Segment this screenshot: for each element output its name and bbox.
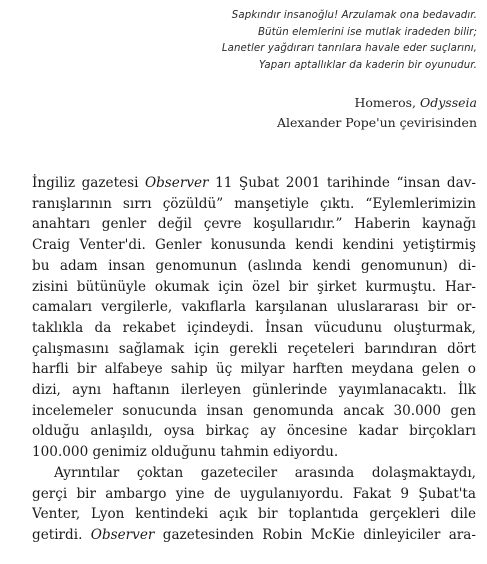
body-line: Ayrıntılar çoktan gazeteciler arasında dolaşmaktaydı,: [54, 464, 476, 481]
body-line: gerçi bir ambargo yine de uygulanıyordu. Fakat 9 Şubat'ta: [32, 485, 476, 502]
body-line: Craig Venter'di. Genler konusunda kendi kendini yetiştirmiş: [32, 237, 476, 254]
body-line: harfli bir alfabeye sahip üç milyar harften meydana gelen o: [32, 361, 476, 378]
body-line: bu adam insan genomunun (aslında kendi genomunun) di-: [32, 257, 476, 274]
body-line-text: İngiliz gazetesi: [32, 175, 145, 191]
epigraph: [177, 8, 477, 74]
body-line: taklıkla da rekabet içindeydi. İnsan vücudunu oluşturmak,: [32, 319, 476, 336]
body-text: [32, 173, 476, 546]
newspaper-name: Observer: [90, 526, 155, 543]
body-line: 100.000 genimiz olduğunu tahmin ediyordu.: [32, 444, 339, 461]
attribution-author: Homeros,: [354, 95, 420, 110]
attribution-translator: Alexander Pope'un çevirisinden: [276, 115, 477, 130]
body-line: incelemeler sonucunda insan genomunda ancak 30.000 gen: [32, 402, 476, 419]
body-line: [32, 173, 476, 194]
epigraph-attribution: [277, 93, 477, 133]
body-line: [32, 525, 476, 546]
body-line: ranışlarının sırrı çözüldü” manşetiyle çıktı. “Eylemlerimizin: [32, 195, 476, 212]
body-line: dizi, aynı haftanın ilerleyen günlerinde yayımlanacaktı. İlk: [32, 382, 476, 399]
body-line-text: getirdi.: [32, 526, 91, 543]
body-line-text: 11 Şubat 2001 tarihinde “insan dav-: [208, 175, 476, 191]
body-line: olduğu anlaşıldı, oysa birkaç ay öncesine kadar birçokları: [32, 423, 476, 440]
attribution-source: [277, 93, 477, 113]
body-line: zisini bütünüyle okumak için özel bir şirket kurmuştu. Har-: [32, 278, 476, 295]
body-line: anahtarı genler değil çevre koşullarıdır.” Haberin kaynağı: [32, 216, 476, 233]
body-line: Venter, Lyon kentindeki açık bir toplantıda gerçekleri dile: [32, 506, 476, 523]
body-line-text: gazetesinden Robin McKie dinleyiciler ara-: [154, 526, 476, 543]
body-line: camaları vergilerle, vakıflarla karşılanan uluslararası bir or-: [32, 299, 476, 316]
epigraph-line: Yaparı aptallıklar da kaderin bir oyunudur.: [259, 59, 477, 71]
newspaper-name: Observer: [144, 175, 209, 191]
attribution-work: Odysseia: [420, 95, 477, 110]
body-line: çalışmasını sağlamak için gerekli reçeteleri barındıran dört: [32, 340, 476, 357]
epigraph-line: Sapkındır insanoğlu! Arzulamak ona bedavadır.: [231, 10, 477, 21]
epigraph-line: Bütün elemlerini ise mutlak iradeden bilir;: [257, 26, 477, 38]
epigraph-line: Lanetler yağdırarı tanrılara havale eder suçlarını,: [221, 43, 477, 54]
